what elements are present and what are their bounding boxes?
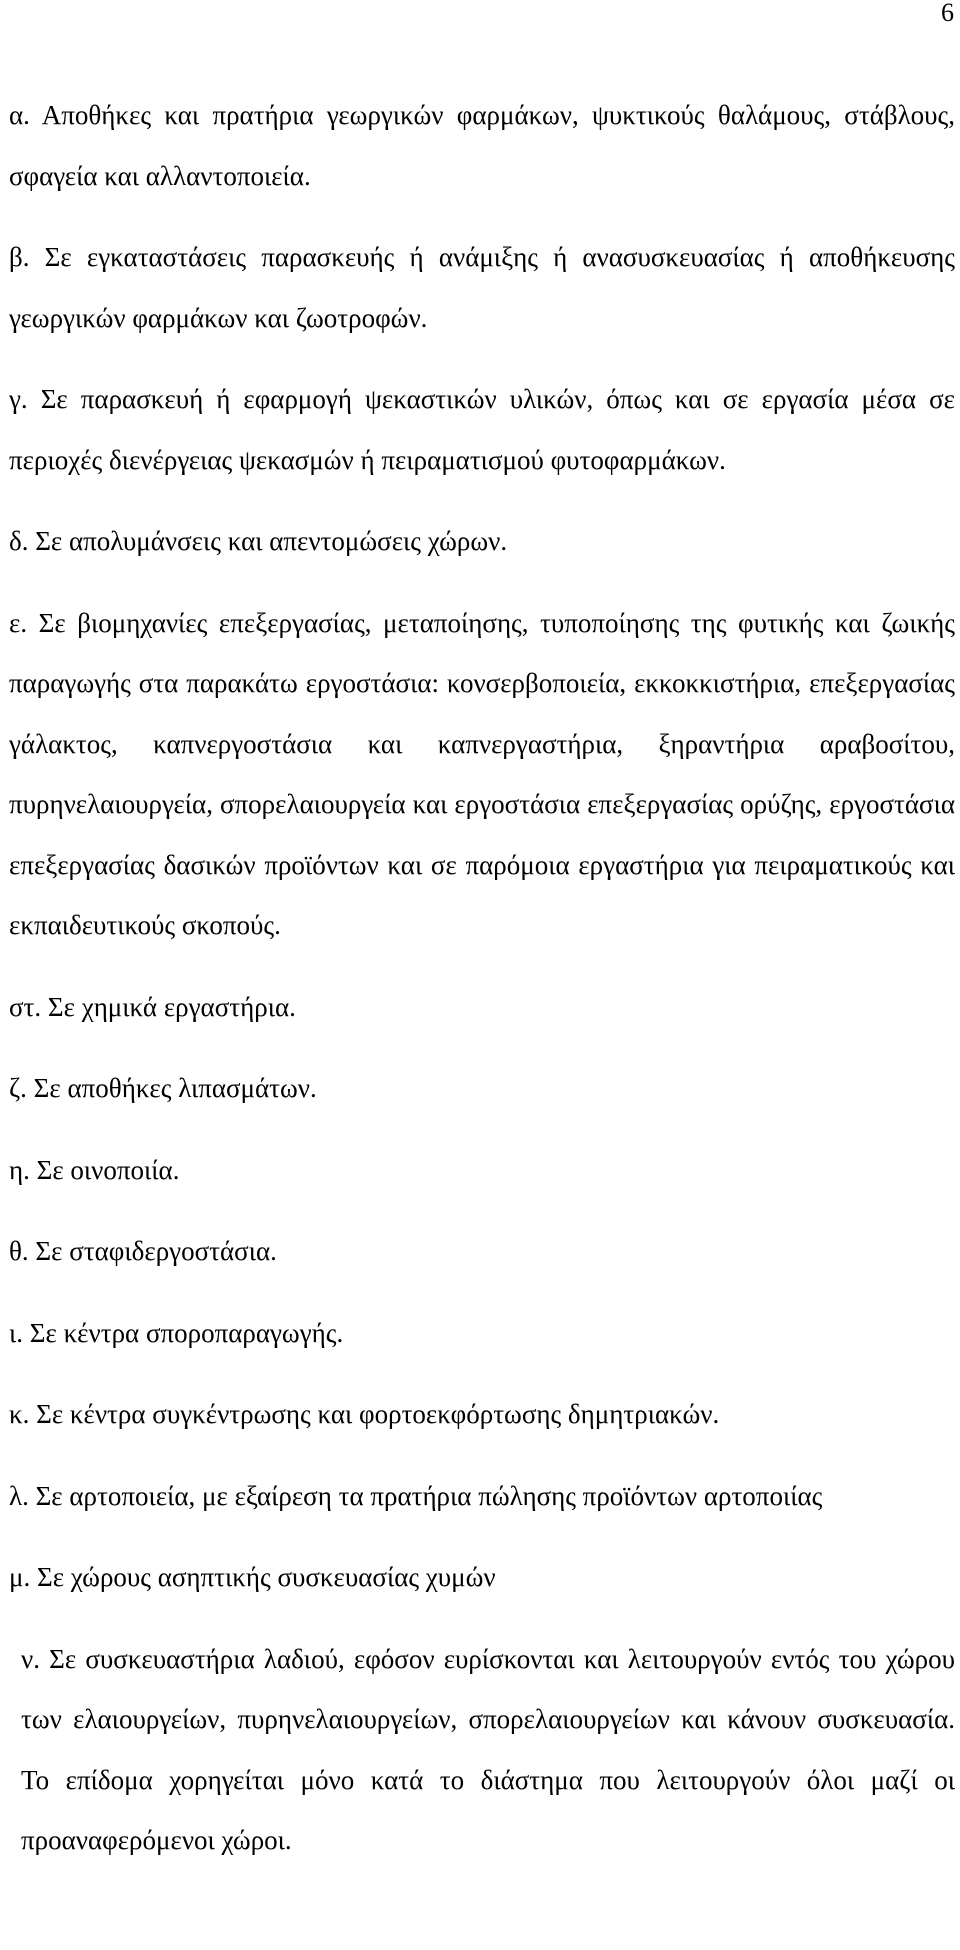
list-item-iota: ι. Σε κέντρα σποροπαραγωγής. (9, 1317, 344, 1348)
list-item-eta: η. Σε οινοποιία. (9, 1154, 180, 1185)
list-item-alpha: α. Αποθήκες και πρατήρια γεωργικών φαρμάκων, ψυκτικούς θαλάμους, στάβλους, σφαγεία και αλλαντοποιεία. (9, 100, 955, 191)
list-item-nu: ν. Σε συσκευαστήρια λαδιού, εφόσον ευρίσκονται και λειτουργούν εντός του χώρου των ελαιουργείων, πυρηνελαιουργείων, σπορελαιουργείων και κάνουν συσκευασία. Το επίδομα χορηγείται μόνο κατά το διάστημα που λειτουργούν όλοι μαζί οι προαναφερόμενοι χώροι. (21, 1643, 955, 1855)
list-item-lambda: λ. Σε αρτοποιεία, με εξαίρεση τα πρατήρια πώλησης προϊόντων αρτοποιίας (9, 1480, 823, 1511)
list-item-mu: μ. Σε χώρους ασηπτικής συσκευασίας χυμών (9, 1562, 496, 1592)
page-number: 6 (941, 0, 954, 27)
document-body (9, 85, 955, 1871)
list-item-kappa: κ. Σε κέντρα συγκέντρωσης και φορτοεκφόρτωσης δημητριακών. (9, 1399, 720, 1429)
list-item-gamma: γ. Σε παρασκευή ή εφαρμογή ψεκαστικών υλικών, όπως και σε εργασία μέσα σε περιοχές διενέργειας ψεκασμών ή πειραματισμού φυτοφαρμάκων. (9, 384, 955, 475)
list-item-epsilon: ε. Σε βιομηχανίες επεξεργασίας, μεταποίησης, τυποποίησης της φυτικής και ζωικής παραγωγής στα παρακάτω εργοστάσια: κονσερβοποιεία, εκκοκκιστήρια, επεξεργασίας γάλακτος, καπνεργοστάσια και καπνεργαστήρια, ξηραντήρια αραβοσίτου, πυρηνελαιουργεία, σπορελαιουργεία και εργοστάσια επεξεργασίας ορύζης, εργοστάσια επεξεργασίας δασικών προϊόντων και σε παρόμοια εργαστήρια για πειραματικούς και εκπαιδευτικούς σκοπούς. (9, 607, 955, 940)
list-item-beta: β. Σε εγκαταστάσεις παρασκευής ή ανάμιξης ή ανασυσκευασίας ή αποθήκευσης γεωργικών φαρμάκων και ζωοτροφών. (9, 242, 955, 333)
list-item-theta: θ. Σε σταφιδεργοστάσια. (9, 1236, 277, 1266)
list-item-zeta: ζ. Σε αποθήκες λιπασμάτων. (9, 1073, 317, 1103)
list-item-delta: δ. Σε απολυμάνσεις και απεντομώσεις χώρων. (9, 526, 508, 556)
list-item-st: στ. Σε χημικά εργαστήρια. (9, 991, 296, 1022)
